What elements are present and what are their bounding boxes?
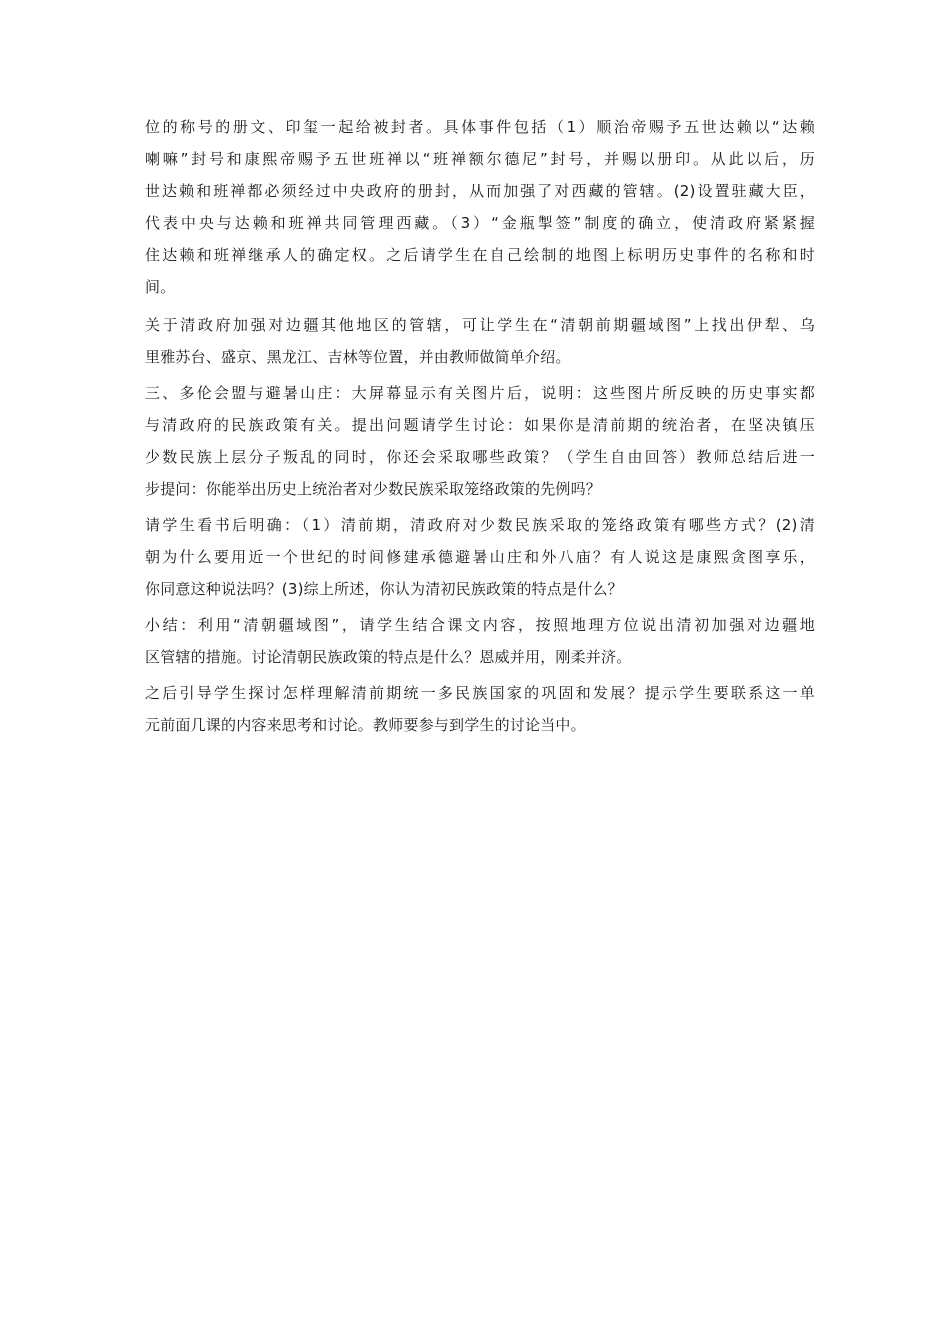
text-line: 住达赖和班禅继承人的确定权。之后请学生在自己绘制的地图上标明历史事件的名称和时: [145, 246, 815, 264]
paragraph-tibet-administration: [145, 111, 815, 303]
text-line: 步提问：你能举出历史上统治者对少数民族采取笼络政策的先例吗？: [145, 480, 602, 498]
paragraph-summary: [145, 609, 815, 673]
text-line: 喇嘛”封号和康熙帝赐予五世班禅以“班禅额尔德尼”封号，并赐以册印。从此以后，历: [145, 150, 815, 168]
text-line: 朝为什么要用近一个世纪的时间修建承德避暑山庄和外八庙？有人说这是康熙贪图享乐，: [145, 548, 815, 566]
paragraph-frontier-regions: [145, 309, 815, 373]
document-body: [145, 111, 815, 741]
text-line: 世达赖和班禅都必须经过中央政府的册封，从而加强了对西藏的管辖。(2)设置驻藏大臣，: [145, 182, 815, 200]
text-line: 请学生看书后明确：（1）清前期，清政府对少数民族采取的笼络政策有哪些方式？(2)清: [145, 516, 815, 534]
paragraph-section-three: [145, 377, 815, 505]
text-line: 你同意这种说法吗？(3)综上所述，你认为清初民族政策的特点是什么？: [145, 580, 623, 598]
text-line: 之后引导学生探讨怎样理解清前期统一多民族国家的巩固和发展？提示学生要联系这一单: [145, 684, 815, 702]
text-line: 代表中央与达赖和班禅共同管理西藏。（3）“金瓶掣签”制度的确立，使清政府紧紧握: [145, 214, 815, 232]
text-line: 里雅苏台、盛京、黑龙江、吉林等位置，并由教师做简单介绍。: [145, 348, 571, 366]
text-line: 区管辖的措施。讨论清朝民族政策的特点是什么？恩威并用，刚柔并济。: [145, 648, 632, 666]
text-line: 位的称号的册文、印玺一起给被封者。具体事件包括（1）顺治帝赐予五世达赖以“达赖: [145, 118, 815, 136]
text-line: 小结：利用“清朝疆域图”，请学生结合课文内容，按照地理方位说出清初加强对边疆地: [145, 616, 815, 634]
paragraph-reading-questions: [145, 509, 815, 605]
text-line: 关于清政府加强对边疆其他地区的管辖，可让学生在“清朝前期疆域图”上找出伊犁、乌: [145, 316, 815, 334]
text-line: 少数民族上层分子叛乱的同时，你还会采取哪些政策？（学生自由回答）教师总结后进一: [145, 448, 815, 466]
text-line: 元前面几课的内容来思考和讨论。教师要参与到学生的讨论当中。: [145, 716, 586, 734]
text-line: 间。: [145, 278, 176, 296]
text-line: 与清政府的民族政策有关。提出问题请学生讨论：如果你是清前期的统治者，在坚决镇压: [145, 416, 815, 434]
paragraph-discussion: [145, 677, 815, 741]
text-line: 三、多伦会盟与避暑山庄：大屏幕显示有关图片后，说明：这些图片所反映的历史事实都: [145, 384, 815, 402]
